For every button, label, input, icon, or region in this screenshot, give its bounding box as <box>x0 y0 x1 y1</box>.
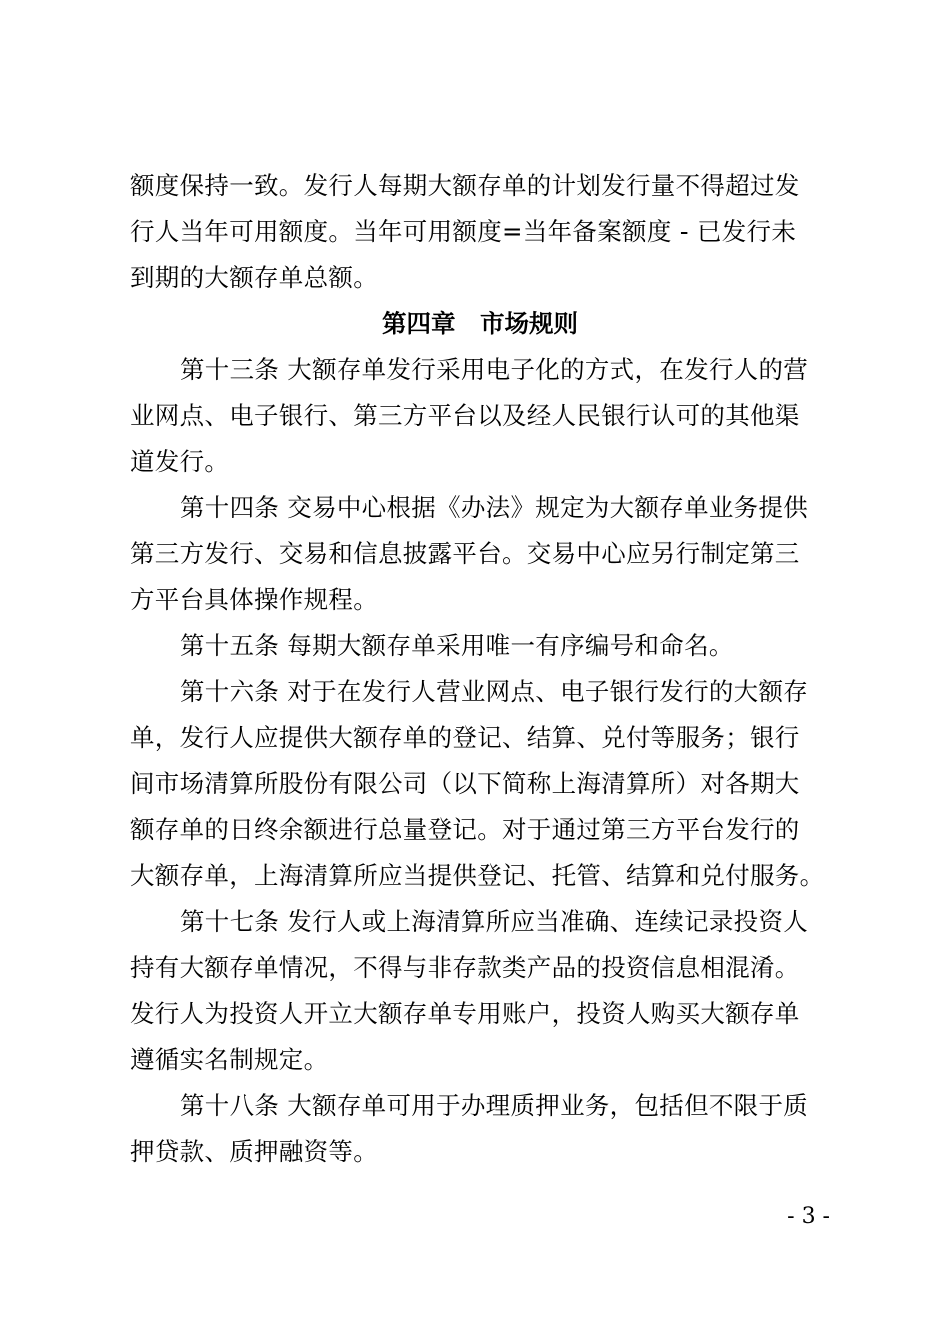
paragraph-line: 到期的大额存单总额。 <box>130 263 378 292</box>
article-line: 持有大额存单情况，不得与非存款类产品的投资信息相混淆。 <box>130 953 800 982</box>
paragraph-line: 行人当年可用额度。当年可用额度=当年备案额度 - 已发行未 <box>130 217 797 246</box>
article-line: 第十四条 交易中心根据《办法》规定为大额存单业务提供 <box>180 493 809 522</box>
article-line: 间市场清算所股份有限公司（以下简称上海清算所）对各期大 <box>130 769 800 798</box>
article-line: 第十三条 大额存单发行采用电子化的方式，在发行人的营 <box>180 355 809 384</box>
article-line: 第十八条 大额存单可用于办理质押业务，包括但不限于质 <box>180 1091 809 1120</box>
page-number: - 3 - <box>787 1204 830 1229</box>
article-line: 单，发行人应提供大额存单的登记、结算、兑付等服务；银行 <box>130 723 800 752</box>
article-line: 押贷款、质押融资等。 <box>130 1137 378 1166</box>
document-body <box>130 163 830 1175</box>
article-15 <box>130 623 830 669</box>
article-line: 额存单的日终余额进行总量登记。对于通过第三方平台发行的 <box>130 815 800 844</box>
article-13 <box>130 347 830 485</box>
article-line: 道发行。 <box>130 447 230 476</box>
article-14 <box>130 485 830 623</box>
article-17 <box>130 899 830 1083</box>
article-line: 发行人为投资人开立大额存单专用账户，投资人购买大额存单 <box>130 999 800 1028</box>
article-line: 业网点、电子银行、第三方平台以及经人民银行认可的其他渠 <box>130 401 800 430</box>
chapter-heading: 第四章 市场规则 <box>382 309 578 338</box>
article-line: 第十五条 每期大额存单采用唯一有序编号和命名。 <box>180 631 734 660</box>
paragraph-line: 额度保持一致。发行人每期大额存单的计划发行量不得超过发 <box>130 171 800 200</box>
article-line: 方平台具体操作规程。 <box>130 585 378 614</box>
article-line: 第十六条 对于在发行人营业网点、电子银行发行的大额存 <box>180 677 809 706</box>
article-line: 遵循实名制规定。 <box>130 1045 329 1074</box>
article-line: 第十七条 发行人或上海清算所应当准确、连续记录投资人 <box>180 907 809 936</box>
article-line: 大额存单，上海清算所应当提供登记、托管、结算和兑付服务。 <box>130 861 825 890</box>
article-18 <box>130 1083 830 1175</box>
article-16 <box>130 669 830 899</box>
article-line: 第三方发行、交易和信息披露平台。交易中心应另行制定第三 <box>130 539 800 568</box>
